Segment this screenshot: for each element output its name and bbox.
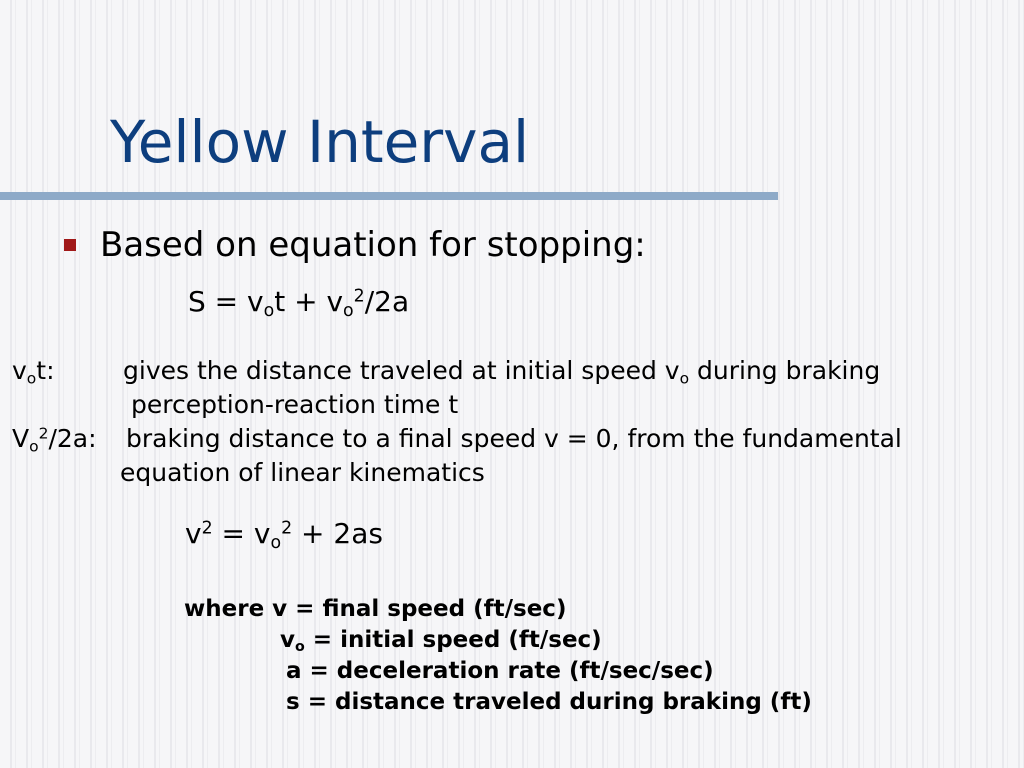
eq2-v: v [185, 517, 202, 550]
term-tail: t: [36, 356, 55, 385]
definition-braking-distance [12, 422, 1012, 456]
definition-description [123, 354, 880, 388]
definition-term [12, 422, 97, 456]
where-v: v [280, 627, 295, 653]
title-divider [0, 192, 778, 200]
definition-vot [12, 354, 1012, 388]
eq2-sub: o [270, 532, 282, 553]
eq2-sup-2: 2 [281, 518, 293, 539]
eq1-sub-1: o [263, 300, 275, 321]
desc-post: during braking [689, 356, 881, 385]
term-v: v [12, 356, 27, 385]
desc-pre: gives the distance traveled at initial speed v [123, 356, 680, 385]
term-sub: o [29, 437, 39, 456]
definition-braking-distance-continued: equation of linear kinematics [120, 458, 485, 487]
where-distance: s = distance traveled during braking (ft) [286, 689, 812, 715]
where-v-sub: o [295, 638, 305, 655]
stopping-distance-equation [188, 284, 409, 320]
eq1-mid: t + v [274, 285, 344, 318]
eq2-tail: + 2as [292, 517, 383, 550]
square-bullet-icon [64, 239, 76, 251]
where-final-speed: where v = final speed (ft/sec) [184, 596, 567, 622]
where-initial-speed [280, 625, 602, 655]
slide-title: Yellow Interval [110, 108, 530, 176]
desc-sub: o [679, 369, 690, 388]
bullet-text: Based on equation for stopping: [100, 225, 646, 265]
term-sub: o [26, 369, 37, 388]
where-initial-speed-text: = initial speed (ft/sec) [304, 627, 602, 653]
eq1-tail: /2a [364, 285, 410, 318]
eq1-sub-2: o [343, 300, 354, 321]
definition-vot-continued: perception-reaction time t [131, 390, 459, 419]
eq2-sup-1: 2 [201, 518, 213, 539]
term-sup: 2 [38, 424, 49, 443]
where-deceleration: a = deceleration rate (ft/sec/sec) [286, 658, 714, 684]
definition-term [12, 354, 55, 388]
kinematics-equation [185, 516, 383, 552]
bullet-item [64, 222, 646, 268]
eq1-s: S = v [188, 285, 264, 318]
term-v: V [12, 424, 30, 453]
definition-description: braking distance to a final speed v = 0, from the fundamental [126, 424, 902, 453]
eq2-mid: = v [212, 517, 271, 550]
term-tail: /2a: [48, 424, 97, 453]
eq1-sup: 2 [353, 286, 365, 307]
